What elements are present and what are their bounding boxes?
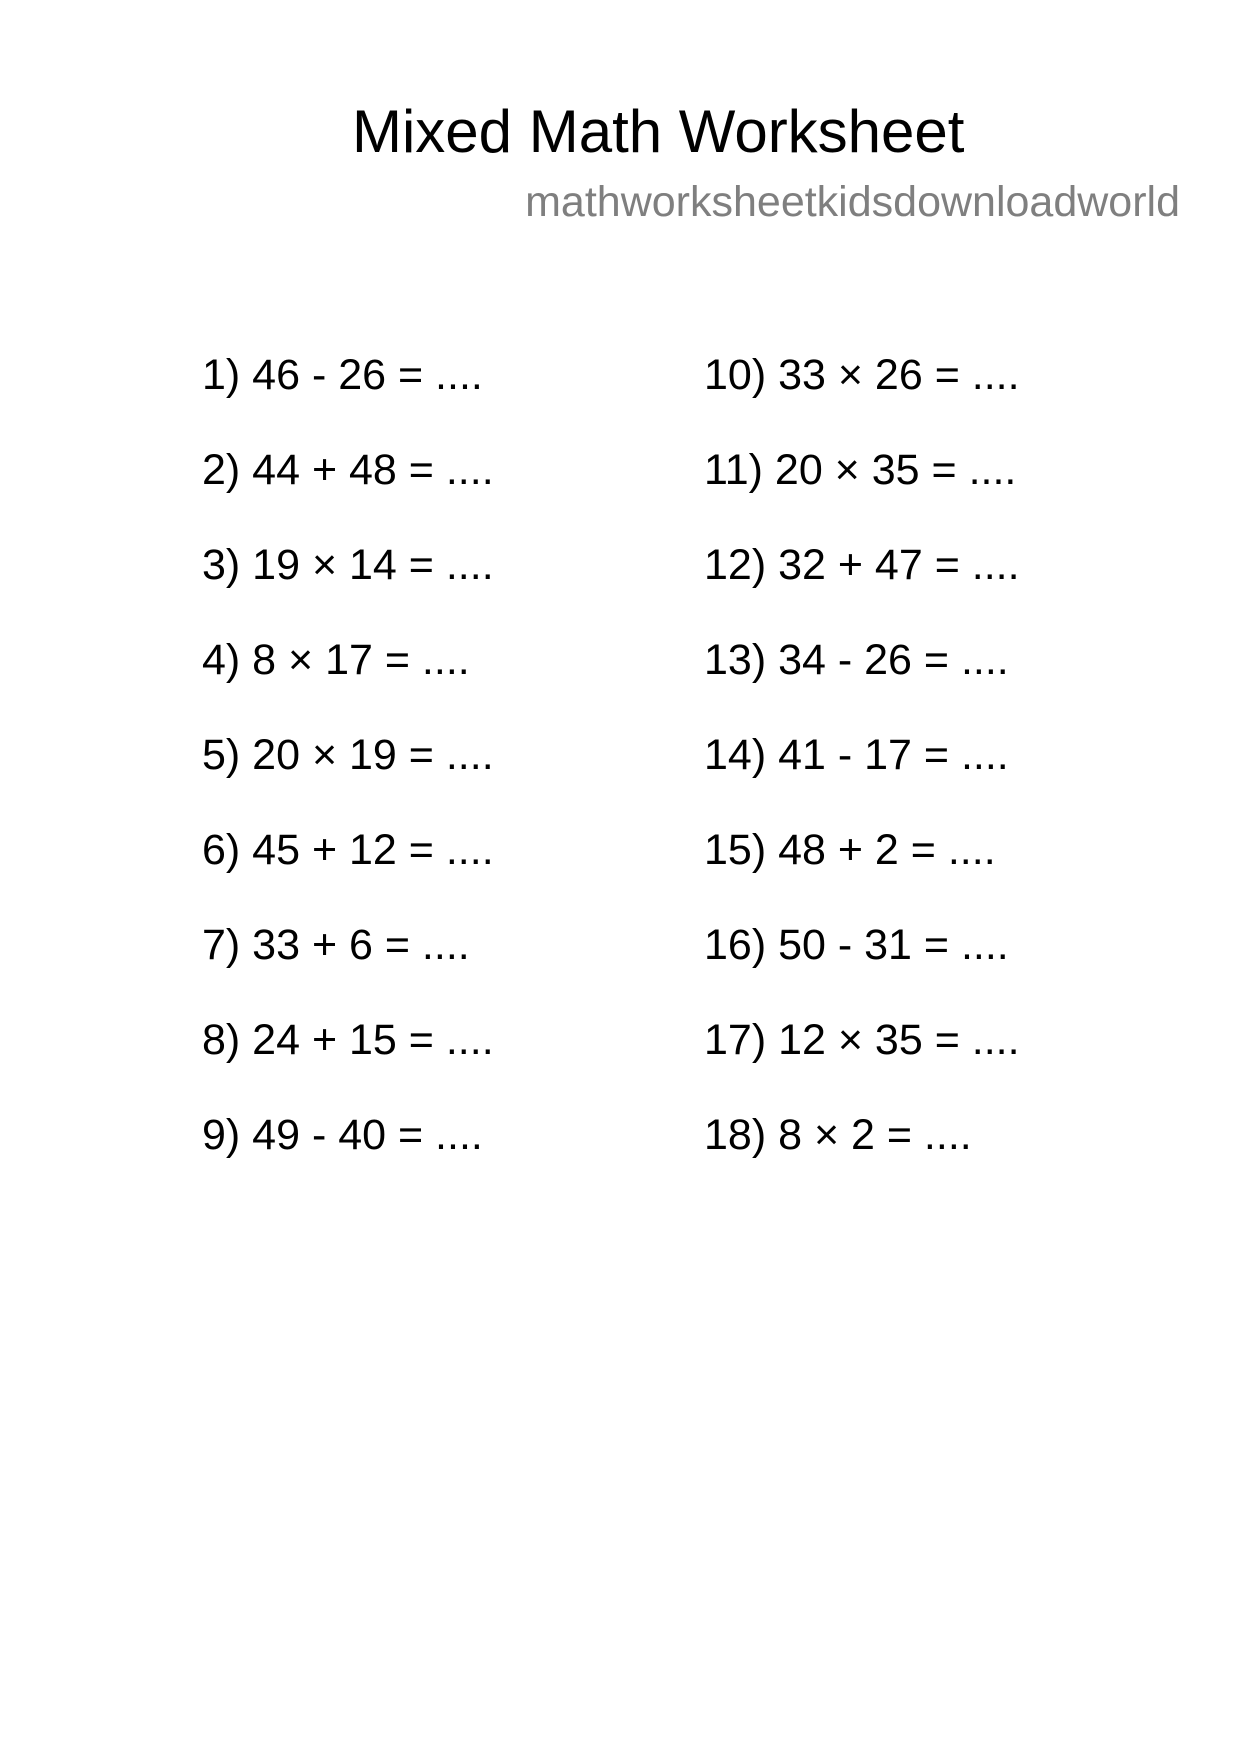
problem-item: 1) 46 - 26 = ....: [202, 351, 483, 399]
problem-item: 17) 12 × 35 = ....: [704, 1016, 1020, 1064]
problems-left-column: [202, 350, 494, 1205]
problem-item: 13) 34 - 26 = ....: [704, 636, 1009, 684]
problem-item: 11) 20 × 35 = ....: [704, 446, 1017, 494]
problem-item: 5) 20 × 19 = ....: [202, 731, 494, 779]
worksheet-source-label: mathworksheetkidsdownloadworld: [525, 178, 1180, 226]
problem-item: 7) 33 + 6 = ....: [202, 921, 470, 969]
problem-item: 12) 32 + 47 = ....: [704, 541, 1020, 589]
worksheet-title: Mixed Math Worksheet: [352, 98, 965, 165]
problem-item: 2) 44 + 48 = ....: [202, 446, 494, 494]
problem-item: 9) 49 - 40 = ....: [202, 1111, 483, 1159]
problem-item: 10) 33 × 26 = ....: [704, 351, 1020, 399]
problem-item: 16) 50 - 31 = ....: [704, 921, 1009, 969]
problem-item: 4) 8 × 17 = ....: [202, 636, 470, 684]
problem-item: 6) 45 + 12 = ....: [202, 826, 494, 874]
problem-item: 14) 41 - 17 = ....: [704, 731, 1009, 779]
problem-item: 8) 24 + 15 = ....: [202, 1016, 494, 1064]
problem-item: 18) 8 × 2 = ....: [704, 1111, 972, 1159]
problem-item: 15) 48 + 2 = ....: [704, 826, 996, 874]
problems-right-column: [704, 350, 1020, 1205]
problem-item: 3) 19 × 14 = ....: [202, 541, 494, 589]
